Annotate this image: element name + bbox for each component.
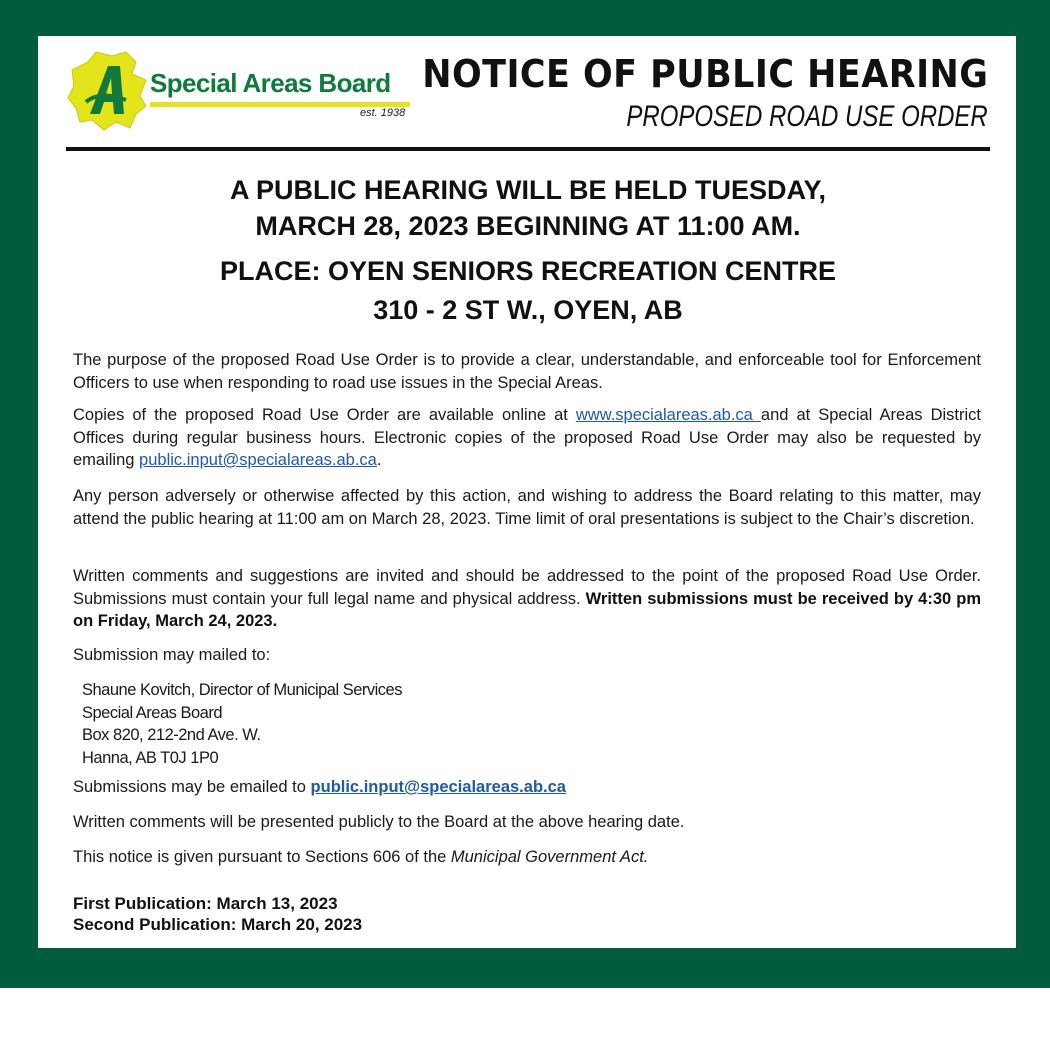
copies-text-3: . bbox=[376, 451, 382, 469]
address-line-2: Special Areas Board bbox=[82, 703, 223, 722]
hearing-place-line-2: 310 - 2 ST W., OYEN, AB bbox=[373, 295, 683, 325]
logo-wordmark: Special Areas Board bbox=[150, 68, 391, 98]
email-link[interactable]: public.input@specialareas.ab.ca bbox=[139, 451, 377, 469]
email-submissions-text: Submissions may be emailed to bbox=[73, 778, 311, 796]
hearing-date-line-1: A PUBLIC HEARING WILL BE HELD TUESDAY, bbox=[229, 175, 827, 205]
map-emblem-icon bbox=[66, 50, 150, 132]
notice-title: NOTICE OF PUBLIC HEARING bbox=[421, 52, 988, 96]
purpose-paragraph: The purpose of the proposed Road Use Order is to provide a clear, understandable, and enforceable tool for Enforcement Officers to use when responding to road use issues in the Special Areas. bbox=[73, 351, 981, 392]
legal-basis-paragraph bbox=[73, 846, 981, 869]
logo-established: est. 1938 bbox=[360, 107, 406, 119]
header-divider bbox=[66, 147, 990, 151]
legal-basis-text: This notice is given pursuant to Sections 606 of the bbox=[73, 848, 451, 866]
notice-subtitle: PROPOSED ROAD USE ORDER bbox=[626, 100, 988, 133]
special-areas-board-logo bbox=[66, 50, 416, 132]
website-link[interactable]: www.specialareas.ab.ca bbox=[575, 406, 761, 424]
second-publication: Second Publication: March 20, 2023 bbox=[73, 915, 363, 934]
address-line-4: Hanna, AB T0J 1P0 bbox=[82, 748, 219, 767]
copies-paragraph bbox=[73, 404, 981, 472]
hearing-place-line-1: PLACE: OYEN SENIORS RECREATION CENTRE bbox=[219, 256, 837, 286]
submission-deadline: Written submissions must be received by 4:30 pm on Friday, March 24, 2023. bbox=[73, 589, 981, 630]
affected-persons-paragraph: Any person adversely or otherwise affected by this action, and wishing to address the Board relating to this matter, may attend the public hearing at 11:00 am on March 28, 2023. Time limit of oral presentations is subject to the Chair’s discretion. bbox=[73, 487, 981, 528]
first-publication: First Publication: March 13, 2023 bbox=[73, 894, 338, 913]
address-line-3: Box 820, 212-2nd Ave. W. bbox=[82, 726, 261, 744]
publication-dates bbox=[73, 893, 362, 935]
copies-text-1: Copies of the proposed Road Use Order are available online at bbox=[73, 406, 576, 424]
mailing-address bbox=[82, 679, 402, 769]
copies-text-2: and at Special Areas District Offices during regular business hours. Electronic copies of the proposed Road Use Order may also be requested by emailing bbox=[73, 406, 981, 469]
presented-publicly-paragraph: Written comments will be presented publicly to the Board at the above hearing date. bbox=[73, 813, 685, 831]
written-comments-text: Written comments and suggestions are invited and should be addressed to the point of the proposed Road Use Order. Submissions must contain your full legal name and physical address. bbox=[73, 567, 981, 608]
act-name: Municipal Government Act. bbox=[450, 848, 649, 866]
email-submissions-paragraph bbox=[73, 776, 981, 799]
written-comments-paragraph bbox=[73, 565, 981, 633]
mail-intro: Submission may mailed to: bbox=[73, 646, 271, 664]
hearing-date-line-2: MARCH 28, 2023 BEGINNING AT 11:00 AM. bbox=[255, 211, 801, 241]
submission-email-link[interactable]: public.input@specialareas.ab.ca bbox=[310, 778, 566, 796]
address-line-1: Shaune Kovitch, Director of Municipal Services bbox=[82, 681, 402, 699]
